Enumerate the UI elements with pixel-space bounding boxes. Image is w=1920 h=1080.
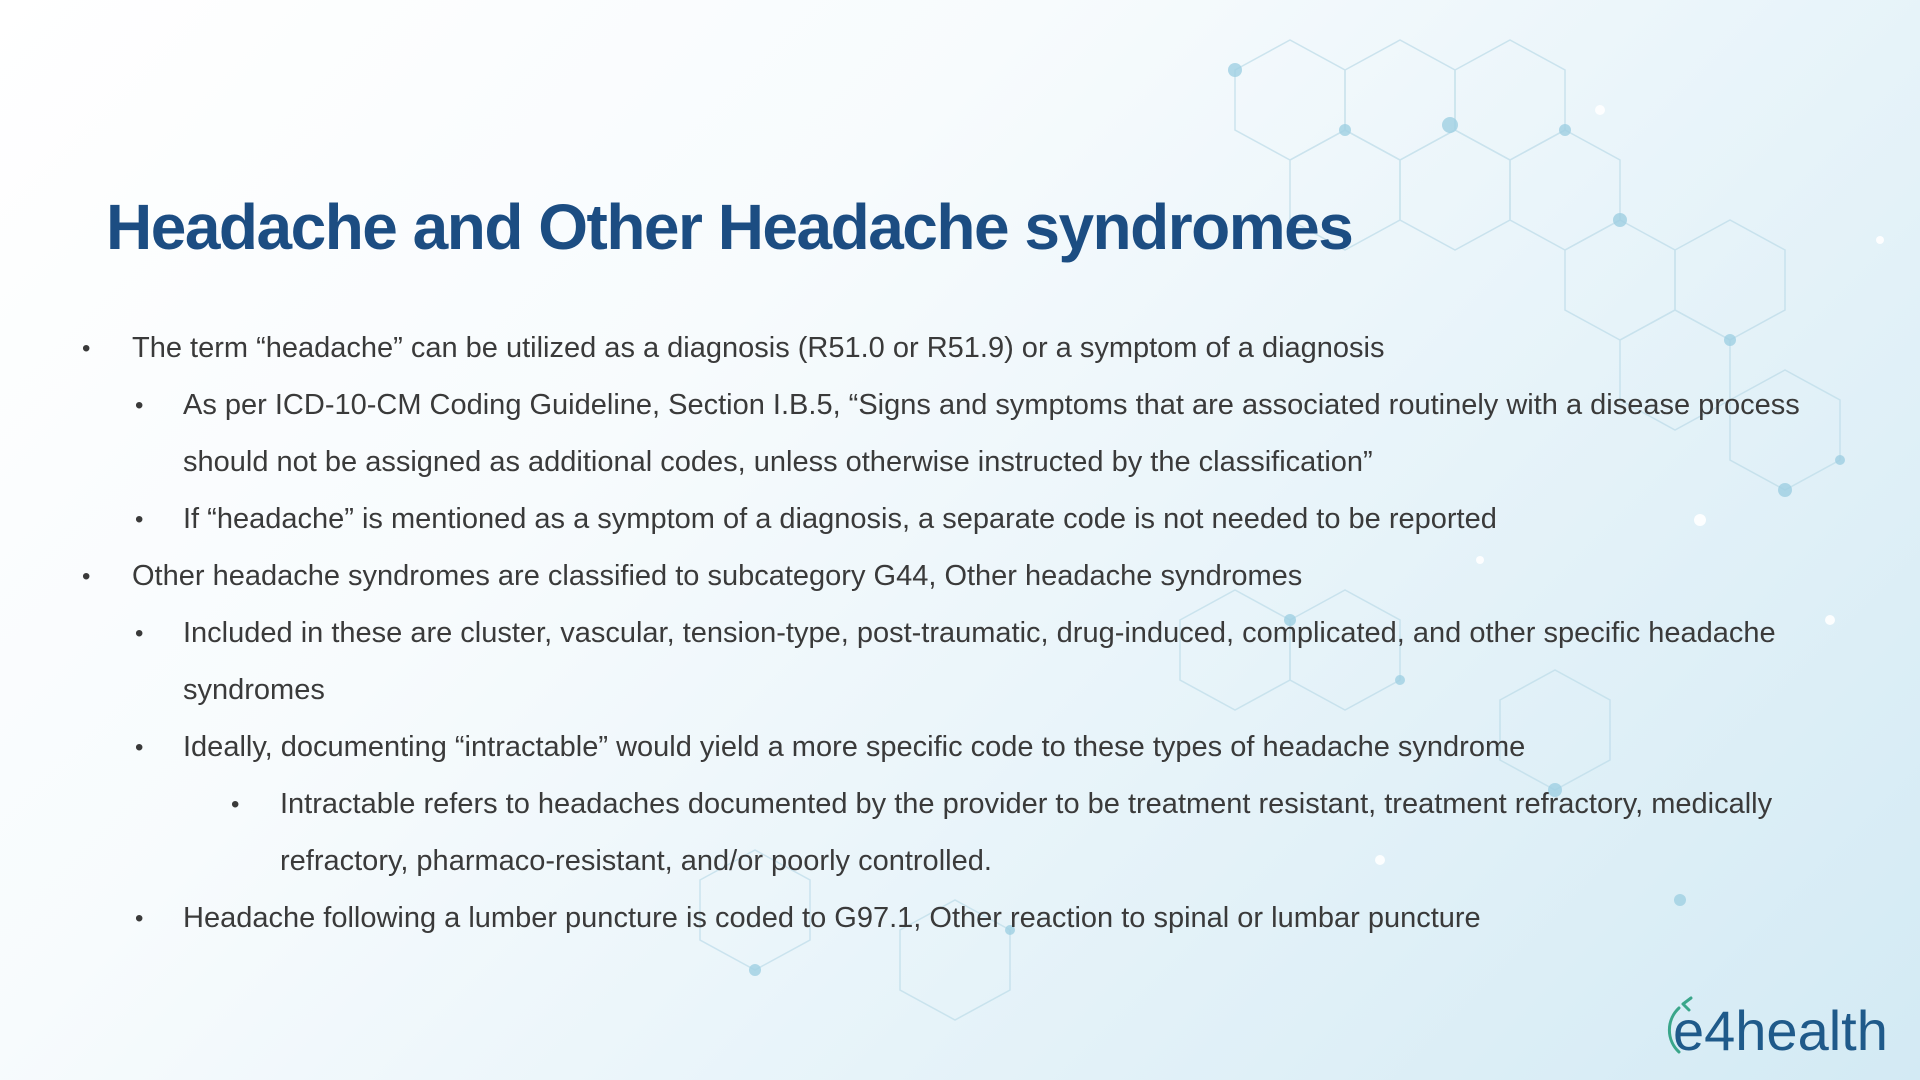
bullet-text: The term “headache” can be utilized as a diagnosis (R51.0 or R51.9) or a symptom of a diagnosis — [132, 332, 1385, 364]
bullet-dot: • — [135, 506, 144, 533]
bullet-text: Other headache syndromes are classified to subcategory G44, Other headache syndromes — [132, 560, 1303, 592]
bullet-text: As per ICD-10-CM Coding Guideline, Section I.B.5, “Signs and symptoms that are associated routinely with a disease process should not be assigned as additional codes, unless otherwise instructed by the classification” — [183, 389, 1800, 478]
bullet-text: Ideally, documenting “intractable” would yield a more specific code to these types of headache syndrome — [183, 731, 1526, 763]
bullet-dot: • — [135, 620, 144, 647]
bullet-list — [0, 320, 1820, 947]
bullet-dot: • — [135, 734, 144, 761]
bullet-item-level-3 — [0, 776, 1820, 890]
slide-title: Headache and Other Headache syndromes — [106, 191, 1353, 263]
bullet-dot: • — [231, 791, 240, 818]
bullet-text: Headache following a lumber puncture is coded to G97.1, Other reaction to spinal or lumbar puncture — [183, 902, 1481, 934]
logo-text: e4health — [1673, 999, 1888, 1062]
bullet-item-level-2 — [0, 890, 1820, 947]
bullet-dot: • — [82, 335, 91, 362]
e4health-logo — [1665, 990, 1900, 1065]
bullet-text: Intractable refers to headaches documented by the provider to be treatment resistant, treatment refractory, medically refractory, pharmaco-resistant, and/or poorly controlled. — [280, 788, 1773, 877]
bullet-text: Included in these are cluster, vascular, tension-type, post-traumatic, drug-induced, complicated, and other specific headache syndromes — [183, 617, 1776, 706]
bullet-item-level-1 — [0, 548, 1820, 605]
bullet-dot: • — [135, 392, 144, 419]
bullet-item-level-2 — [0, 719, 1820, 776]
bullet-dot: • — [82, 563, 91, 590]
bullet-item-level-2 — [0, 377, 1820, 491]
bullet-item-level-2 — [0, 605, 1820, 719]
bullet-item-level-1 — [0, 320, 1820, 377]
bullet-dot: • — [135, 905, 144, 932]
bullet-item-level-2 — [0, 491, 1820, 548]
bullet-text: If “headache” is mentioned as a symptom of a diagnosis, a separate code is not needed to be reported — [183, 503, 1497, 535]
